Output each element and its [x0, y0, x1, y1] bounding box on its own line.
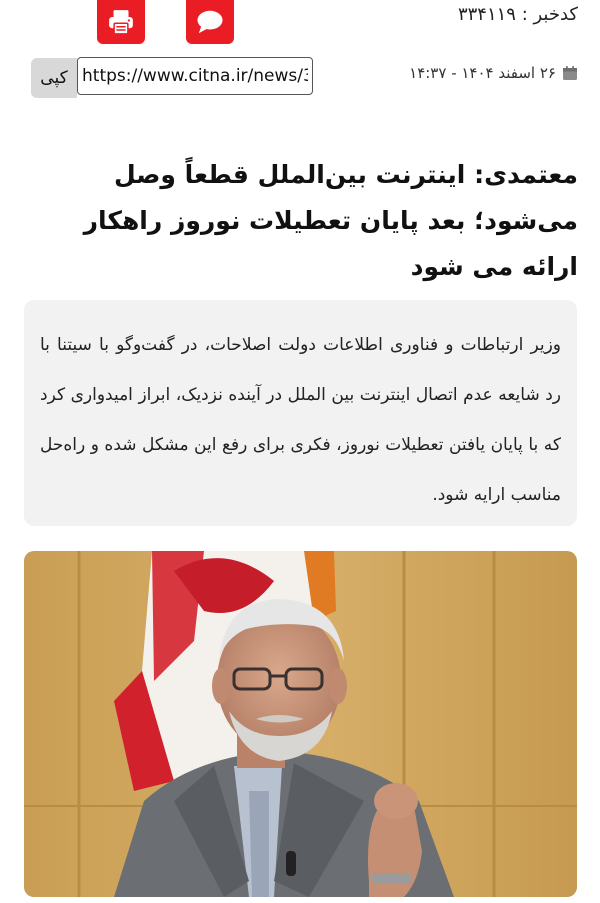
publish-date-text: ۲۶ اسفند ۱۴۰۴ - ۱۴:۳۷	[409, 64, 556, 82]
interview-photo	[24, 551, 577, 897]
news-code	[458, 4, 578, 25]
publish-date	[409, 64, 578, 82]
interview-photo-illustration	[24, 551, 577, 897]
article-lead: وزیر ارتباطات و فناوری اطلاعات دولت اصلاحات، در گفت‌وگو با سیتنا با رد شایعه عدم اتصال اینترنت بین الملل در آینده نزدیک، ابراز امیدواری کرد که با پایان یافتن تعطیلات نوروز، فکری برای رفع این مشکل شده و راه‌حل مناسب ارایه شود.	[40, 335, 561, 505]
calendar-icon	[562, 65, 578, 81]
comment-button[interactable]	[186, 0, 234, 44]
print-button[interactable]	[97, 0, 145, 44]
comment-icon	[194, 7, 226, 37]
news-code-value: ۳۳۴۱۱۹	[457, 4, 516, 25]
short-url-input[interactable]	[77, 57, 313, 95]
news-code-label: کدخبر :	[521, 4, 578, 25]
article-lead-box	[24, 300, 577, 526]
copy-button[interactable]: کپی	[31, 58, 77, 98]
print-icon	[106, 7, 136, 37]
article-title: معتمدی: اینترنت بین‌الملل قطعاً وصل می‌شود؛ بعد پایان تعطیلات نوروز راهکار ارائه می شود	[83, 160, 578, 281]
